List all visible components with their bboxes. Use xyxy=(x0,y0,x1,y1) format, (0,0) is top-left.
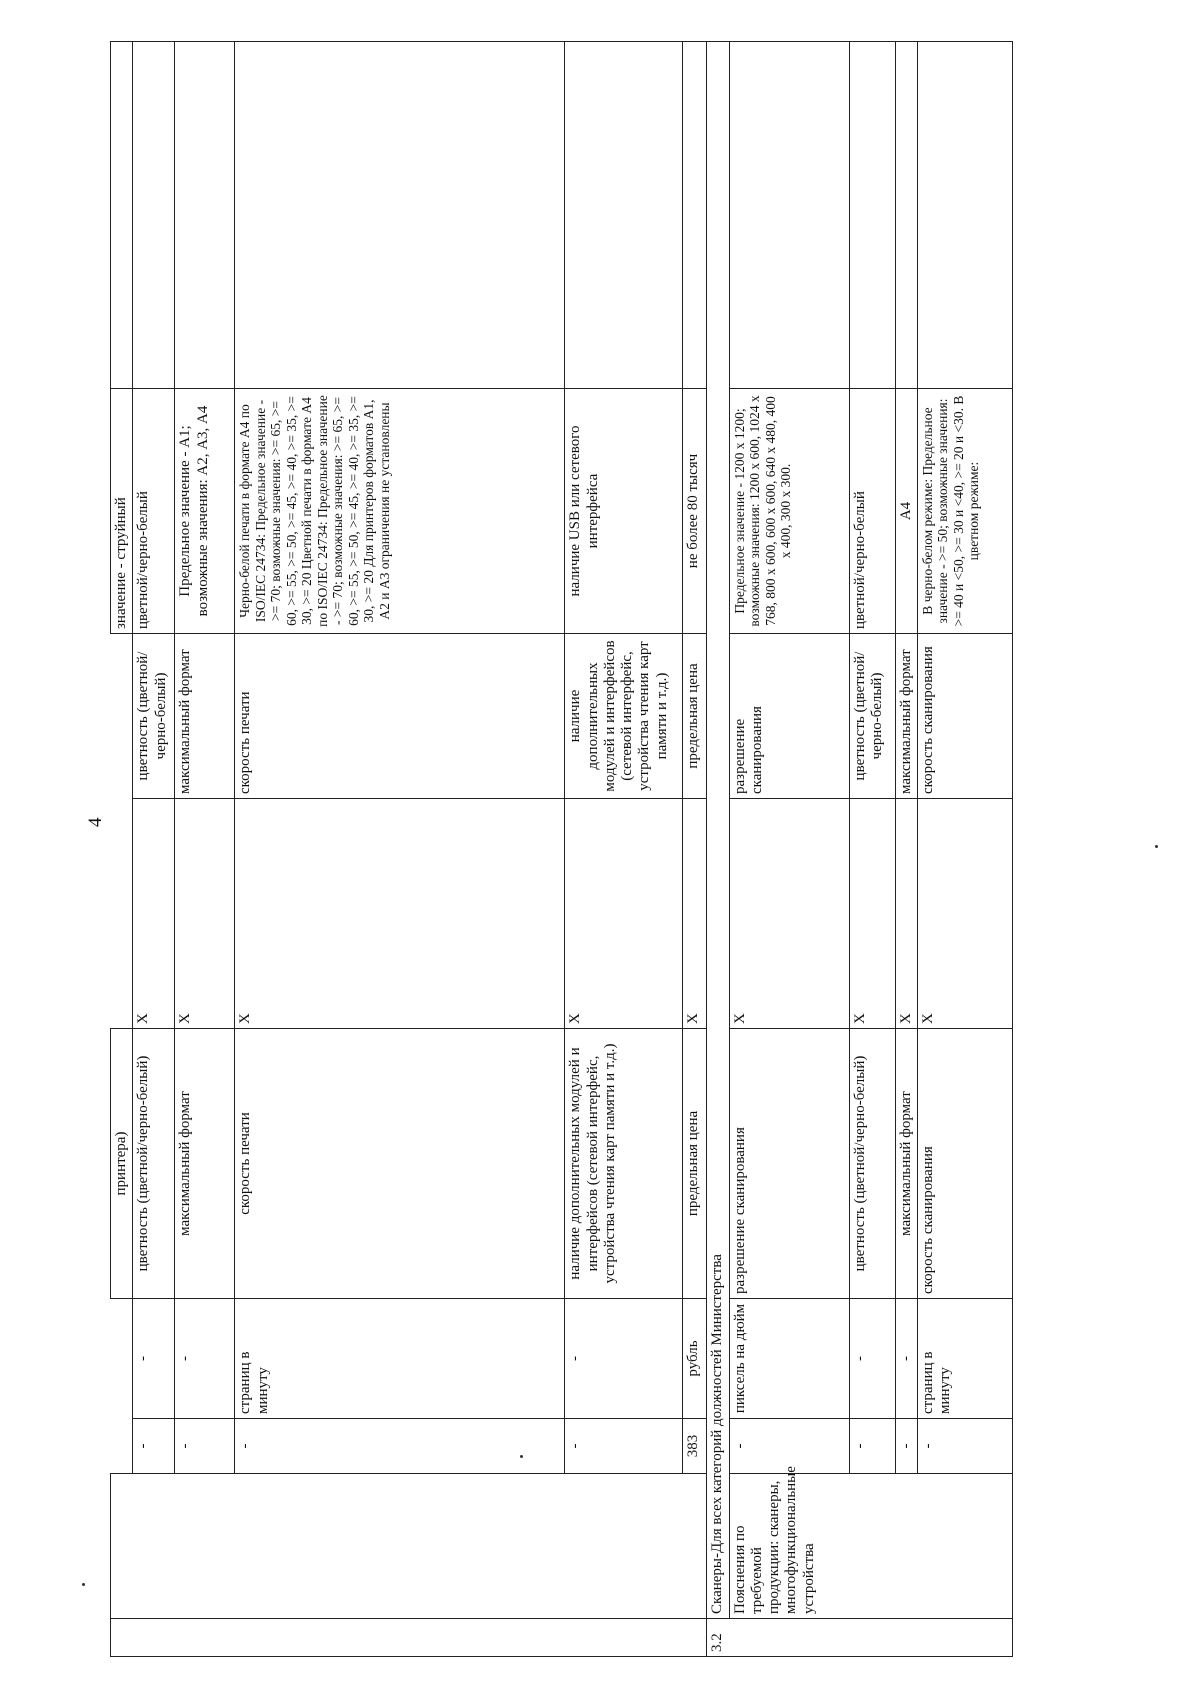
scan-speck xyxy=(1155,845,1158,848)
rotated-table-sheet xyxy=(110,42,1110,1657)
scan-speck xyxy=(82,1583,85,1586)
scan-speck xyxy=(520,1455,523,1458)
table-row: - - наличие дополнительных модулей и интерфейсов (сетевой интерфейс, устройства чтения карт памяти и т.д.) X наличие дополнительных модулей и интерфейсов (сетевой интерфейс, устройства чтения карт памяти и т.д.) наличие USB или сетевого интерфейса xyxy=(565,42,683,1657)
section-name-cell: Пояснения по требуемой продукции: сканеры, многофункциональные устройства xyxy=(729,1474,1012,1619)
section-code-cell: 3.2 xyxy=(707,1619,1013,1657)
table-row xyxy=(111,42,133,1657)
table-row: - - цветность (цветной/черно-белый) X цветность (цветной/черно-белый) цветной/черно-белый xyxy=(849,42,895,1657)
section-category-row xyxy=(707,42,729,1657)
table-row: - - максимальный формат X максимальный формат А4 xyxy=(895,42,917,1657)
table-row: 383 рубль предельная цена X предельная цена не более 80 тысяч xyxy=(683,42,707,1657)
name-cell xyxy=(111,1474,707,1619)
section-category-cell: Сканеры-Для всех категорий должностей Министерства xyxy=(707,42,729,1619)
group-header-cell: принтера) xyxy=(111,1029,133,1299)
table-row: - - максимальный формат X максимальный формат Предельное значение - А1; возможные значения: А2, А3, А4 xyxy=(175,42,235,1657)
specification-table xyxy=(110,41,1013,1657)
code-cell xyxy=(111,1619,707,1657)
table-row: - страниц в минуту скорость сканирования X скорость сканирования В черно-белом режиме: Предельное значение - >= 50; возможные значения: >= 40 и <50, >= 30 и <40, >= 20 и <30. В цветном режиме: xyxy=(917,42,1012,1657)
value-header-cell: значение - струйный xyxy=(111,389,133,634)
table-row: Пояснения по требуемой продукции: сканеры, многофункциональные устройства - пиксель на дюйм разрешение сканирования X разрешение сканирования Предельное значение - 1200 x 1200; возможные значения: 1200 x 600, 1024 x 768, 800 x 600, 600 x 600, 640 x 480, 400 x 400, 300 x 300. xyxy=(729,42,849,1657)
table-row: - страниц в минуту скорость печати X скорость печати Черно-белой печати в формате А4 по ISO/IEC 24734: Предельное значение - >= 70; возможные значения: >= 65, >= 60, >= 55, >= 50, >= 45, >= 40, >= 35, >= 30, >= 20 Цветной печати в формате А4 по ISO/IEC 24734: Предельное значение - >= 70; возможные значения: >= 65, >= 60, >= 55, >= 50, >= 45, >= 40, >= 35, >= 30, >= 20 Для принтеров форматов А1, А2 и А3 ограничения не установлены xyxy=(235,42,565,1657)
page-number: 4 xyxy=(85,817,106,827)
table-row: - - цветность (цветной/черно-белый) X цветность (цветной/черно-белый) цветной/черно-белый xyxy=(133,42,175,1657)
